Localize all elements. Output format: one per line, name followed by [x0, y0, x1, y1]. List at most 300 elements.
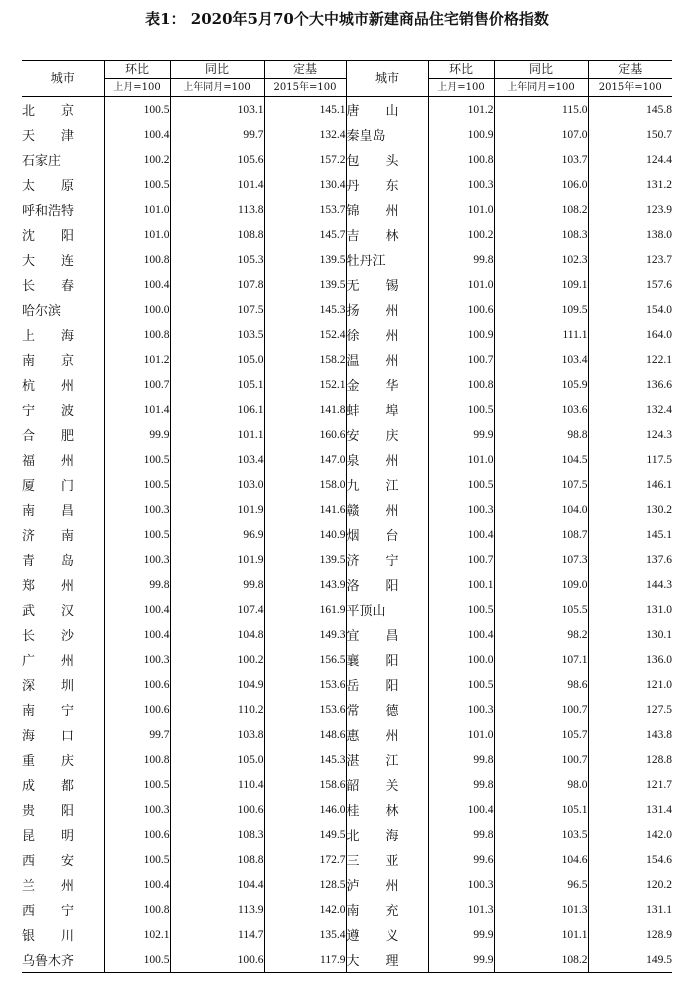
yoy-value: 101.4: [170, 172, 264, 197]
table-row: [22, 922, 672, 947]
fixed-value: 124.4: [588, 147, 672, 172]
fixed-value: 146.0: [264, 797, 346, 822]
table-row: [22, 647, 672, 672]
yoy-value: 107.5: [170, 297, 264, 322]
city-name: 北 京: [22, 104, 75, 119]
fixed-value: 153.6: [264, 672, 346, 697]
fixed-value: 139.5: [264, 272, 346, 297]
fixed-value: 153.7: [264, 197, 346, 222]
yoy-value: 103.5: [170, 322, 264, 347]
mom-value: 100.3: [428, 497, 494, 522]
city-name: 吉 林: [346, 222, 428, 247]
city-name: 银 川: [22, 929, 75, 944]
fixed-value: 136.6: [588, 372, 672, 397]
fixed-value: 146.1: [588, 472, 672, 497]
mom-value: 101.0: [428, 272, 494, 297]
fixed-value: 156.5: [264, 647, 346, 672]
city-name: 广 州: [22, 654, 75, 669]
mom-value: 100.3: [104, 797, 170, 822]
city-name: 赣 州: [346, 497, 428, 522]
city-name: 石家庄: [22, 154, 62, 169]
yoy-value: 110.4: [170, 772, 264, 797]
mom-value: 100.5: [104, 447, 170, 472]
fixed-value: 145.3: [264, 297, 346, 322]
mom-value: 100.5: [104, 847, 170, 872]
fixed-value: 143.8: [588, 722, 672, 747]
table-row: [22, 947, 672, 973]
fixed-value: 127.5: [588, 697, 672, 722]
city-name: 桂 林: [346, 797, 428, 822]
city-name: 成 都: [22, 779, 75, 794]
fixed-value: 121.7: [588, 772, 672, 797]
city-name: 南 京: [22, 354, 75, 369]
table-row: [22, 172, 672, 197]
mom-value: 100.5: [104, 172, 170, 197]
yoy-value: 109.5: [494, 297, 588, 322]
yoy-value: 101.3: [494, 897, 588, 922]
yoy-value: 107.8: [170, 272, 264, 297]
fixed-value: 130.4: [264, 172, 346, 197]
city-name: 宜 昌: [346, 622, 428, 647]
city-name: 天 津: [22, 129, 75, 144]
table-row: [22, 372, 672, 397]
mom-value: 100.0: [428, 647, 494, 672]
fixed-value: 158.6: [264, 772, 346, 797]
mom-value: 99.8: [428, 772, 494, 797]
city-name: 南 宁: [22, 704, 75, 719]
mom-value: 101.3: [428, 897, 494, 922]
city-name: 唐 山: [346, 97, 428, 123]
yoy-value: 105.5: [494, 597, 588, 622]
mom-value: 101.4: [104, 397, 170, 422]
yoy-value: 108.3: [170, 822, 264, 847]
yoy-value: 105.0: [170, 347, 264, 372]
city-name: 武 汉: [22, 604, 75, 619]
yoy-value: 101.1: [494, 922, 588, 947]
header-yoy-left: 同比: [170, 61, 264, 79]
table-row: [22, 147, 672, 172]
fixed-value: 123.9: [588, 197, 672, 222]
yoy-value: 105.3: [170, 247, 264, 272]
fixed-value: 145.1: [588, 522, 672, 547]
fixed-value: 141.8: [264, 397, 346, 422]
yoy-value: 99.7: [170, 122, 264, 147]
mom-value: 100.5: [428, 397, 494, 422]
mom-value: 100.9: [428, 322, 494, 347]
mom-value: 100.2: [104, 147, 170, 172]
header-yoy-right: 同比: [494, 61, 588, 79]
mom-value: 100.5: [104, 472, 170, 497]
table-row: [22, 122, 672, 147]
yoy-value: 104.9: [170, 672, 264, 697]
city-name: 合 肥: [22, 429, 75, 444]
city-name: 九 江: [346, 472, 428, 497]
table-row: [22, 522, 672, 547]
yoy-value: 106.0: [494, 172, 588, 197]
city-name: 深 圳: [22, 679, 75, 694]
mom-value: 100.8: [104, 322, 170, 347]
yoy-value: 101.1: [170, 422, 264, 447]
yoy-value: 107.0: [494, 122, 588, 147]
header-city-right: 城市: [346, 61, 428, 97]
yoy-value: 102.3: [494, 247, 588, 272]
yoy-value: 101.9: [170, 547, 264, 572]
fixed-value: 123.7: [588, 247, 672, 272]
yoy-value: 103.7: [494, 147, 588, 172]
fixed-value: 164.0: [588, 322, 672, 347]
city-name: 宁 波: [22, 404, 75, 419]
fixed-value: 136.0: [588, 647, 672, 672]
city-name: 徐 州: [346, 322, 428, 347]
mom-value: 100.9: [428, 122, 494, 147]
fixed-value: 131.2: [588, 172, 672, 197]
fixed-value: 172.7: [264, 847, 346, 872]
fixed-value: 128.5: [264, 872, 346, 897]
city-name: 厦 门: [22, 479, 75, 494]
city-name: 湛 江: [346, 747, 428, 772]
mom-value: 100.4: [104, 122, 170, 147]
table-row: [22, 397, 672, 422]
city-name: 西 宁: [22, 904, 75, 919]
city-name: 秦皇岛: [346, 122, 428, 147]
mom-value: 99.9: [104, 422, 170, 447]
yoy-value: 103.0: [170, 472, 264, 497]
yoy-value: 105.7: [494, 722, 588, 747]
mom-value: 101.2: [104, 347, 170, 372]
fixed-value: 153.6: [264, 697, 346, 722]
city-name: 南 充: [346, 897, 428, 922]
mom-value: 100.8: [428, 147, 494, 172]
city-name: 上 海: [22, 329, 75, 344]
fixed-value: 130.1: [588, 622, 672, 647]
yoy-value: 103.4: [494, 347, 588, 372]
yoy-value: 105.1: [170, 372, 264, 397]
fixed-value: 152.4: [264, 322, 346, 347]
table-row: [22, 797, 672, 822]
table-row: [22, 272, 672, 297]
header-fixed-right: 定基: [588, 61, 672, 79]
city-name: 烟 台: [346, 522, 428, 547]
yoy-value: 103.8: [170, 722, 264, 747]
table-row: [22, 822, 672, 847]
table-row: [22, 347, 672, 372]
mom-value: 100.4: [104, 597, 170, 622]
table-row: [22, 747, 672, 772]
fixed-value: 132.4: [588, 397, 672, 422]
header-fixed-left: 定基: [264, 61, 346, 79]
fixed-value: 145.8: [588, 97, 672, 123]
yoy-value: 98.6: [494, 672, 588, 697]
mom-value: 101.0: [428, 197, 494, 222]
city-name: 呼和浩特: [22, 204, 75, 219]
mom-value: 99.8: [428, 747, 494, 772]
city-name: 襄 阳: [346, 647, 428, 672]
yoy-value: 105.9: [494, 372, 588, 397]
yoy-value: 109.1: [494, 272, 588, 297]
yoy-value: 113.8: [170, 197, 264, 222]
fixed-value: 149.5: [264, 822, 346, 847]
fixed-value: 128.9: [588, 922, 672, 947]
city-name: 兰 州: [22, 879, 75, 894]
table-row: [22, 597, 672, 622]
mom-value: 100.3: [428, 872, 494, 897]
yoy-value: 101.9: [170, 497, 264, 522]
city-name: 贵 阳: [22, 804, 75, 819]
city-name: 长 沙: [22, 629, 75, 644]
header-city-left: 城市: [22, 61, 104, 97]
yoy-value: 104.4: [170, 872, 264, 897]
city-name: 无 锡: [346, 272, 428, 297]
yoy-value: 114.7: [170, 922, 264, 947]
fixed-value: 142.0: [264, 897, 346, 922]
fixed-value: 157.2: [264, 147, 346, 172]
table-row: [22, 497, 672, 522]
fixed-value: 154.0: [588, 297, 672, 322]
yoy-value: 96.9: [170, 522, 264, 547]
city-name: 洛 阳: [346, 572, 428, 597]
mom-value: 99.9: [428, 422, 494, 447]
fixed-value: 158.0: [264, 472, 346, 497]
city-name: 泸 州: [346, 872, 428, 897]
mom-value: 100.8: [428, 372, 494, 397]
city-name: 杭 州: [22, 379, 75, 394]
mom-value: 100.5: [428, 597, 494, 622]
fixed-value: 140.9: [264, 522, 346, 547]
header-yoy-base-left: 上年同月=100: [170, 79, 264, 97]
city-name: 韶 关: [346, 772, 428, 797]
fixed-value: 161.9: [264, 597, 346, 622]
mom-value: 99.9: [428, 947, 494, 973]
yoy-value: 103.6: [494, 397, 588, 422]
yoy-value: 104.6: [494, 847, 588, 872]
table-row: [22, 422, 672, 447]
mom-value: 99.8: [428, 247, 494, 272]
city-name: 大 连: [22, 254, 75, 269]
yoy-value: 100.7: [494, 697, 588, 722]
table-row: [22, 472, 672, 497]
fixed-value: 120.2: [588, 872, 672, 897]
mom-value: 100.3: [104, 547, 170, 572]
mom-value: 101.0: [104, 197, 170, 222]
fixed-value: 157.6: [588, 272, 672, 297]
yoy-value: 113.9: [170, 897, 264, 922]
city-name: 三 亚: [346, 847, 428, 872]
mom-value: 100.4: [428, 797, 494, 822]
header-fixed-base-left: 2015年=100: [264, 79, 346, 97]
table-row: [22, 572, 672, 597]
fixed-value: 130.2: [588, 497, 672, 522]
city-name: 蚌 埠: [346, 397, 428, 422]
city-name: 济 南: [22, 529, 75, 544]
mom-value: 100.8: [104, 897, 170, 922]
table-row: [22, 197, 672, 222]
mom-value: 101.2: [428, 97, 494, 123]
yoy-value: 108.8: [170, 847, 264, 872]
mom-value: 100.2: [428, 222, 494, 247]
table-row: [22, 847, 672, 872]
mom-value: 100.5: [104, 772, 170, 797]
city-name: 遵 义: [346, 922, 428, 947]
city-name: 丹 东: [346, 172, 428, 197]
yoy-value: 98.8: [494, 422, 588, 447]
mom-value: 99.7: [104, 722, 170, 747]
yoy-value: 103.1: [170, 97, 264, 123]
fixed-value: 128.8: [588, 747, 672, 772]
yoy-value: 104.5: [494, 447, 588, 472]
mom-value: 102.1: [104, 922, 170, 947]
fixed-value: 145.7: [264, 222, 346, 247]
yoy-value: 108.2: [494, 947, 588, 973]
fixed-value: 149.3: [264, 622, 346, 647]
yoy-value: 107.4: [170, 597, 264, 622]
table-row: [22, 672, 672, 697]
mom-value: 100.3: [428, 172, 494, 197]
header-fixed-base-right: 2015年=100: [588, 79, 672, 97]
fixed-value: 139.5: [264, 247, 346, 272]
mom-value: 100.6: [104, 672, 170, 697]
yoy-value: 100.2: [170, 647, 264, 672]
fixed-value: 135.4: [264, 922, 346, 947]
fixed-value: 131.0: [588, 597, 672, 622]
city-name: 常 德: [346, 697, 428, 722]
table-header: [22, 61, 672, 97]
mom-value: 100.6: [104, 822, 170, 847]
city-name: 重 庆: [22, 754, 75, 769]
mom-value: 100.6: [104, 697, 170, 722]
mom-value: 100.5: [104, 947, 170, 973]
table-body: [22, 97, 672, 973]
yoy-value: 110.2: [170, 697, 264, 722]
table-row: [22, 772, 672, 797]
mom-value: 99.8: [428, 822, 494, 847]
fixed-value: 158.2: [264, 347, 346, 372]
table-row: [22, 897, 672, 922]
yoy-value: 98.0: [494, 772, 588, 797]
table-row: [22, 697, 672, 722]
yoy-value: 100.6: [170, 797, 264, 822]
mom-value: 101.0: [104, 222, 170, 247]
yoy-value: 106.1: [170, 397, 264, 422]
city-name: 金 华: [346, 372, 428, 397]
table-row: [22, 322, 672, 347]
table-row: [22, 722, 672, 747]
mom-value: 100.7: [104, 372, 170, 397]
city-name: 牡丹江: [346, 247, 428, 272]
mom-value: 101.0: [428, 447, 494, 472]
mom-value: 100.8: [104, 247, 170, 272]
city-name: 安 庆: [346, 422, 428, 447]
mom-value: 99.9: [428, 922, 494, 947]
mom-value: 100.3: [104, 497, 170, 522]
city-name: 太 原: [22, 179, 75, 194]
yoy-value: 100.7: [494, 747, 588, 772]
yoy-value: 103.5: [494, 822, 588, 847]
city-name: 岳 阳: [346, 672, 428, 697]
table-row: [22, 222, 672, 247]
city-name: 西 安: [22, 854, 75, 869]
mom-value: 100.1: [428, 572, 494, 597]
yoy-value: 107.1: [494, 647, 588, 672]
city-name: 大 理: [346, 947, 428, 973]
mom-value: 100.3: [428, 697, 494, 722]
city-name: 惠 州: [346, 722, 428, 747]
yoy-value: 96.5: [494, 872, 588, 897]
fixed-value: 121.0: [588, 672, 672, 697]
city-name: 乌鲁木齐: [22, 947, 104, 973]
table-row: [22, 447, 672, 472]
yoy-value: 108.7: [494, 522, 588, 547]
mom-value: 100.4: [104, 872, 170, 897]
fixed-value: 148.6: [264, 722, 346, 747]
yoy-value: 104.8: [170, 622, 264, 647]
yoy-value: 107.3: [494, 547, 588, 572]
header-mom-base-right: 上月=100: [428, 79, 494, 97]
city-name: 北 海: [346, 822, 428, 847]
header-mom-left: 环比: [104, 61, 170, 79]
yoy-value: 109.0: [494, 572, 588, 597]
yoy-value: 108.8: [170, 222, 264, 247]
fixed-value: 152.1: [264, 372, 346, 397]
mom-value: 100.7: [428, 347, 494, 372]
mom-value: 99.6: [428, 847, 494, 872]
yoy-value: 103.4: [170, 447, 264, 472]
yoy-value: 108.2: [494, 197, 588, 222]
fixed-value: 142.0: [588, 822, 672, 847]
city-name: 扬 州: [346, 297, 428, 322]
yoy-value: 105.6: [170, 147, 264, 172]
yoy-value: 115.0: [494, 97, 588, 123]
table-row: [22, 622, 672, 647]
fixed-value: 131.1: [588, 897, 672, 922]
city-name: 南 昌: [22, 504, 75, 519]
table-row: [22, 97, 672, 123]
city-name: 海 口: [22, 729, 75, 744]
table-row: [22, 297, 672, 322]
header-yoy-base-right: 上年同月=100: [494, 79, 588, 97]
fixed-value: 149.5: [588, 947, 672, 973]
fixed-value: 124.3: [588, 422, 672, 447]
city-name: 哈尔滨: [22, 304, 62, 319]
city-name: 青 岛: [22, 554, 75, 569]
mom-value: 100.5: [104, 97, 170, 123]
mom-value: 100.4: [428, 622, 494, 647]
fixed-value: 137.6: [588, 547, 672, 572]
yoy-value: 105.0: [170, 747, 264, 772]
city-name: 平顶山: [346, 597, 428, 622]
fixed-value: 160.6: [264, 422, 346, 447]
mom-value: 100.6: [428, 297, 494, 322]
yoy-value: 99.8: [170, 572, 264, 597]
fixed-value: 144.3: [588, 572, 672, 597]
fixed-value: 150.7: [588, 122, 672, 147]
mom-value: 100.5: [428, 472, 494, 497]
fixed-value: 141.6: [264, 497, 346, 522]
yoy-value: 111.1: [494, 322, 588, 347]
city-name: 温 州: [346, 347, 428, 372]
yoy-value: 107.5: [494, 472, 588, 497]
mom-value: 100.3: [104, 647, 170, 672]
yoy-value: 98.2: [494, 622, 588, 647]
city-name: 济 宁: [346, 547, 428, 572]
mom-value: 99.8: [104, 572, 170, 597]
yoy-value: 100.6: [170, 947, 264, 973]
table-row: [22, 547, 672, 572]
yoy-value: 104.0: [494, 497, 588, 522]
fixed-value: 145.3: [264, 747, 346, 772]
city-name: 郑 州: [22, 579, 75, 594]
mom-value: 100.4: [104, 272, 170, 297]
city-name: 福 州: [22, 454, 75, 469]
